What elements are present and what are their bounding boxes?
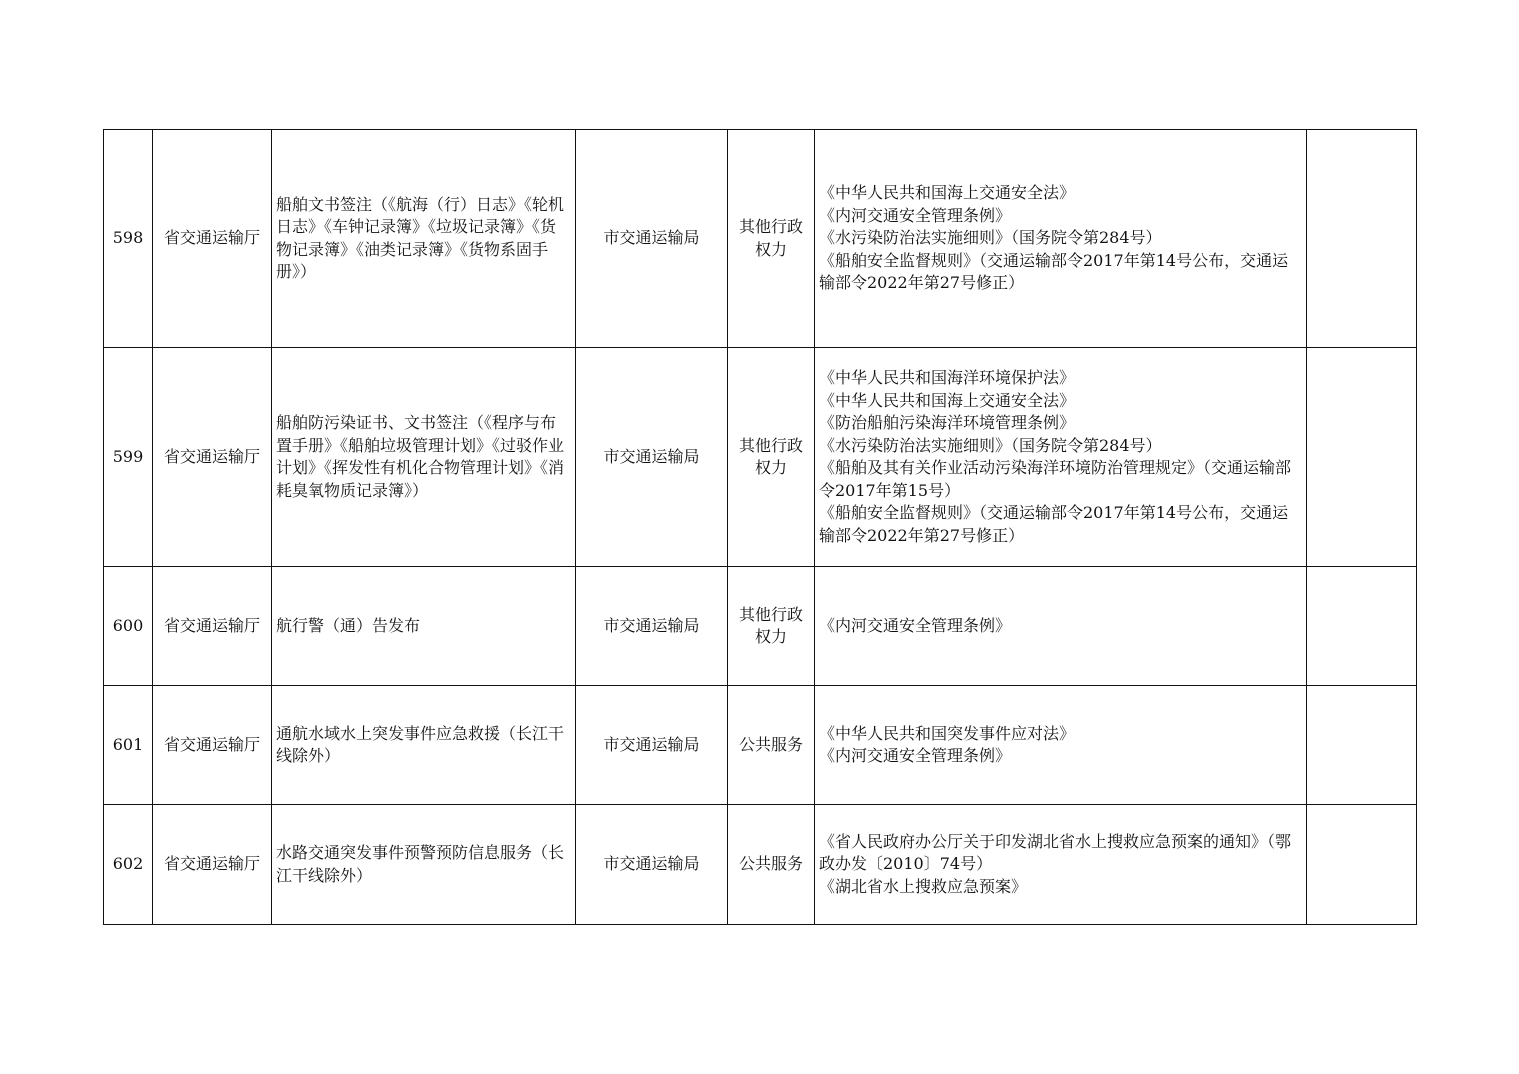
power-item-cell: 船舶文书签注（《航海（行）日志》《轮机日志》《车钟记录簿》《垃圾记录簿》《货物记录簿》《油类记录簿》《货物系固手册》）: [272, 130, 576, 348]
note-cell: [1307, 805, 1417, 925]
department-cell: 省交通运输厅: [153, 805, 272, 925]
department-cell: 省交通运输厅: [153, 686, 272, 805]
legal-basis-cell: 《中华人民共和国突发事件应对法》 《内河交通安全管理条例》: [815, 686, 1307, 805]
table-row: [104, 130, 1417, 348]
legal-basis-cell: 《省人民政府办公厅关于印发湖北省水上搜救应急预案的通知》（鄂政办发〔2010〕74号） 《湖北省水上搜救应急预案》: [815, 805, 1307, 925]
table-row: [104, 805, 1417, 925]
department-cell: 省交通运输厅: [153, 130, 272, 348]
power-item-cell: 船舶防污染证书、文书签注（《程序与布置手册》《船舶垃圾管理计划》《过驳作业计划》《挥发性有机化合物管理计划》《消耗臭氧物质记录簿》）: [272, 348, 576, 567]
power-type-cell: 其他行政权力: [728, 567, 815, 686]
table-row: [104, 348, 1417, 567]
row-number: 601: [104, 686, 153, 805]
row-number: 599: [104, 348, 153, 567]
note-cell: [1307, 686, 1417, 805]
implementer-cell: 市交通运输局: [576, 686, 728, 805]
power-item-cell: 航行警（通）告发布: [272, 567, 576, 686]
implementer-cell: 市交通运输局: [576, 805, 728, 925]
note-cell: [1307, 348, 1417, 567]
power-type-cell: 公共服务: [728, 686, 815, 805]
table-row: [104, 567, 1417, 686]
power-item-cell: 水路交通突发事件预警预防信息服务（长江干线除外）: [272, 805, 576, 925]
note-cell: [1307, 130, 1417, 348]
power-type-cell: 其他行政权力: [728, 348, 815, 567]
implementer-cell: 市交通运输局: [576, 348, 728, 567]
department-cell: 省交通运输厅: [153, 567, 272, 686]
legal-basis-cell: 《中华人民共和国海洋环境保护法》 《中华人民共和国海上交通安全法》 《防治船舶污染海洋环境管理条例》 《水污染防治法实施细则》（国务院令第284号） 《船舶及其有关作业活动污染海洋环境防治管理规定》（交通运输部令2017年第15号） 《船舶安全监督规则》（交通运输部令2017年第14号公布，交通运输部令2022年第27号修正）: [815, 348, 1307, 567]
department-cell: 省交通运输厅: [153, 348, 272, 567]
power-item-cell: 通航水域水上突发事件应急救援（长江干线除外）: [272, 686, 576, 805]
power-type-cell: 公共服务: [728, 805, 815, 925]
row-number: 602: [104, 805, 153, 925]
legal-basis-cell: 《内河交通安全管理条例》: [815, 567, 1307, 686]
legal-basis-cell: 《中华人民共和国海上交通安全法》 《内河交通安全管理条例》 《水污染防治法实施细则》（国务院令第284号） 《船舶安全监督规则》（交通运输部令2017年第14号公布，交通运输部令2022年第27号修正）: [815, 130, 1307, 348]
table-row: [104, 686, 1417, 805]
row-number: 598: [104, 130, 153, 348]
implementer-cell: 市交通运输局: [576, 130, 728, 348]
implementer-cell: 市交通运输局: [576, 567, 728, 686]
row-number: 600: [104, 567, 153, 686]
note-cell: [1307, 567, 1417, 686]
power-type-cell: 其他行政权力: [728, 130, 815, 348]
power-list-table: [103, 129, 1417, 925]
